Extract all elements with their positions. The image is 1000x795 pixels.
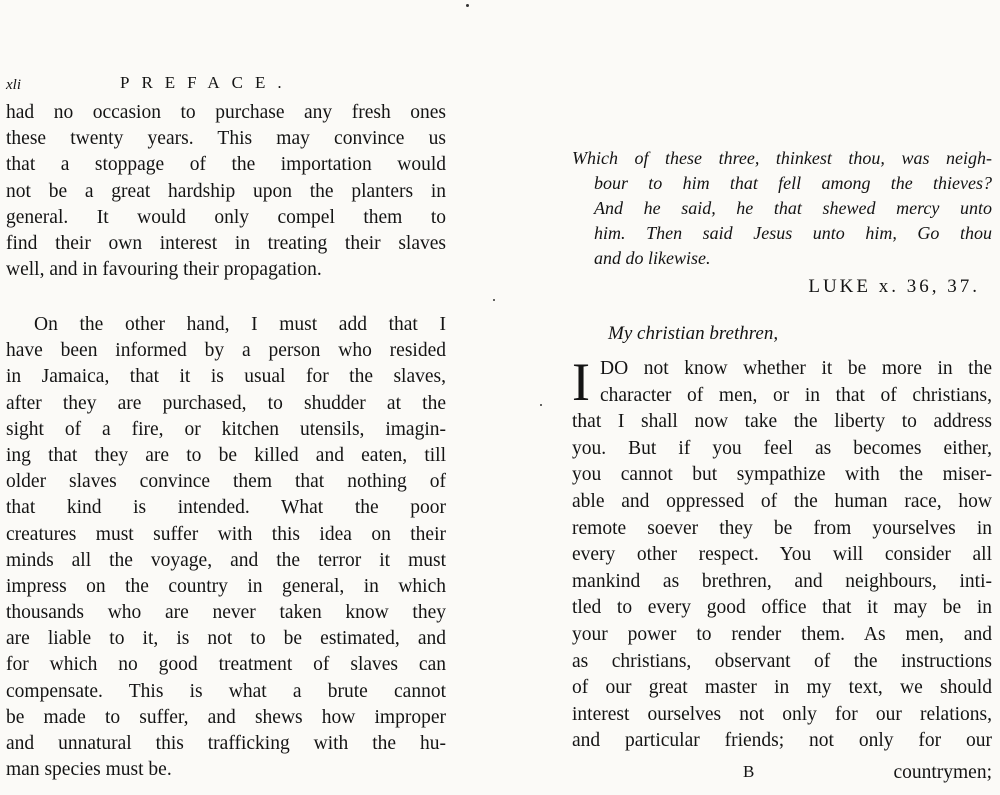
- text-line: older slaves convince them that nothing of: [6, 471, 446, 493]
- paragraph-1: [6, 100, 446, 283]
- text-line: in Jamaica, that it is usual for the slaves,: [6, 366, 446, 388]
- sermon-text: [572, 352, 992, 755]
- right-page: [500, 0, 1000, 795]
- text-line: remote soever they be from yourselves in: [572, 517, 992, 539]
- text-line: of our great master in my text, we should: [572, 677, 992, 699]
- text-line: you cannot but sympathize with the miser-: [572, 464, 992, 486]
- text-line: that I shall now take the liberty to address: [572, 411, 992, 433]
- page-number: xli: [6, 77, 21, 93]
- text-line: had no occasion to purchase any fresh ones: [6, 102, 446, 123]
- signature-mark: B: [743, 762, 755, 781]
- text-line: well, and in favouring their propagation.: [6, 259, 322, 281]
- text-line: able and oppressed of the human race, how: [572, 490, 992, 512]
- text-line: creatures must suffer with this idea on their: [6, 523, 446, 545]
- text-line: thousands who are never taken know they: [6, 602, 446, 624]
- scripture-citation: LUKE x. 36, 37.: [808, 276, 980, 297]
- text-line: sight of a fire, or kitchen utensils, imagin-: [6, 418, 446, 440]
- text-line: have been informed by a person who resided: [6, 340, 446, 362]
- drop-cap: I: [572, 352, 590, 412]
- text-line: these twenty years. This may convince us: [6, 128, 446, 150]
- text-line: you. But if you feel as becomes either,: [572, 437, 992, 459]
- epigraph-line: Which of these three, thinkest thou, was neigh-: [572, 148, 992, 168]
- text-line: general. It would only compel them to: [6, 206, 446, 228]
- text-line: every other respect. You will consider all: [572, 544, 992, 566]
- text-line: DO not know whether it be more in the: [600, 358, 992, 379]
- text-line: be made to suffer, and shews how improper: [6, 706, 446, 728]
- text-line: are liable to it, is not to be estimated, and: [6, 628, 446, 650]
- text-line: interest ourselves not only for our relations,: [572, 703, 992, 725]
- running-head: [6, 73, 446, 97]
- catchword: countrymen;: [893, 762, 992, 783]
- text-line: character of men, or in that of christians,: [600, 384, 992, 406]
- text-line: On the other hand, I must add that I: [34, 314, 446, 335]
- text-line: and unnatural this trafficking with the hu-: [6, 733, 446, 754]
- text-line: minds all the voyage, and the terror it must: [6, 549, 446, 571]
- text-line: and particular friends; not only for our: [572, 730, 992, 752]
- salutation: My christian brethren,: [608, 323, 779, 344]
- text-line: as christians, observant of the instructions: [572, 650, 992, 672]
- text-line: mankind as brethren, and neighbours, inti-: [572, 570, 992, 592]
- text-line: tled to every good office that it may be in: [572, 597, 992, 619]
- text-line: that a stoppage of the importation would: [6, 154, 446, 176]
- text-line: for which no good treatment of slaves can: [6, 654, 446, 676]
- text-line: not be a great hardship upon the planters in: [6, 180, 446, 202]
- text-line: man species must be.: [6, 759, 172, 781]
- running-head-title: PREFACE.: [120, 73, 294, 92]
- scripture-epigraph: [572, 146, 992, 271]
- epigraph-line: him. Then said Jesus unto him, Go thou: [594, 223, 992, 243]
- text-line: that kind is intended. What the poor: [6, 497, 446, 519]
- text-line: impress on the country in general, in which: [6, 575, 446, 597]
- text-line: find their own interest in treating their slaves: [6, 232, 446, 254]
- epigraph-line: and do likewise.: [594, 248, 711, 268]
- paragraph-2: [6, 312, 446, 783]
- text-line: compensate. This is what a brute cannot: [6, 680, 446, 702]
- text-line: your power to render them. As men, and: [572, 623, 992, 645]
- epigraph-line: And he said, he that shewed mercy unto: [594, 198, 992, 218]
- text-line: after they are purchased, to shudder at the: [6, 392, 446, 414]
- epigraph-line: bour to him that fell among the thieves?: [594, 173, 992, 193]
- text-line: ing that they are to be killed and eaten, till: [6, 444, 446, 466]
